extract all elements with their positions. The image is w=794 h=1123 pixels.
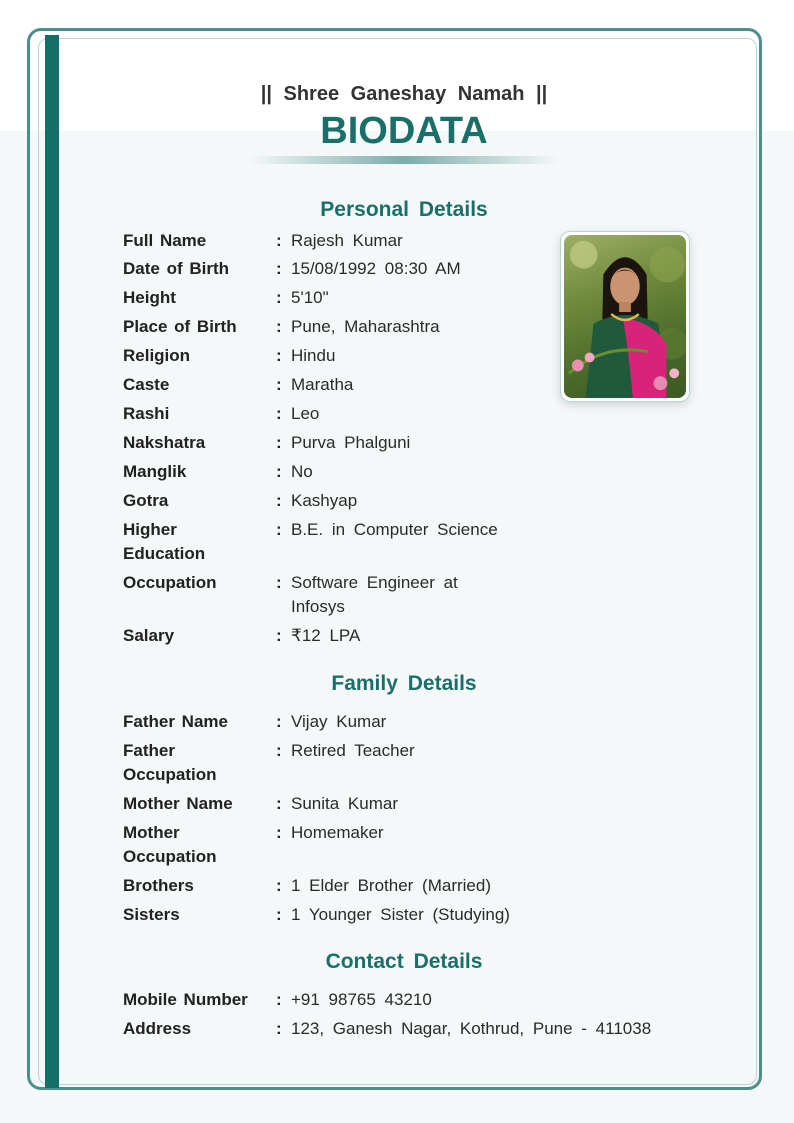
profile-photo <box>564 235 686 398</box>
detail-colon: : <box>276 794 282 813</box>
page-title: BIODATA <box>320 110 488 152</box>
detail-colon: : <box>276 573 282 592</box>
detail-label: Occupation <box>123 573 217 592</box>
detail-value: Maratha <box>291 375 354 394</box>
detail-value: Purva Phalguni <box>291 433 411 452</box>
detail-colon: : <box>276 905 282 924</box>
profile-photo-frame <box>560 231 690 402</box>
detail-value: Leo <box>291 404 320 423</box>
detail-value: B.E. in Computer Science <box>291 520 498 539</box>
detail-value: Hindu <box>291 346 336 365</box>
portrait-illustration <box>564 235 686 398</box>
detail-colon: : <box>276 823 282 842</box>
detail-value: 1 Younger Sister (Studying) <box>291 905 510 924</box>
family-details-heading: Family Details <box>331 672 477 695</box>
detail-label: Gotra <box>123 491 169 510</box>
detail-label: Salary <box>123 626 175 645</box>
detail-label: Full Name <box>123 231 207 250</box>
detail-value: No <box>291 462 313 481</box>
detail-label: Religion <box>123 346 191 365</box>
detail-value: 15/08/1992 08:30 AM <box>291 259 461 278</box>
contact-details-heading: Contact Details <box>325 950 483 973</box>
detail-colon: : <box>276 462 282 481</box>
detail-label: Mobile Number <box>123 990 248 1009</box>
detail-colon: : <box>276 491 282 510</box>
detail-colon: : <box>276 712 282 731</box>
detail-colon: : <box>276 317 282 336</box>
detail-value: Kashyap <box>291 491 358 510</box>
detail-label: Brothers <box>123 876 194 895</box>
detail-value: Rajesh Kumar <box>291 231 403 250</box>
invocation-text: || Shree Ganeshay Namah || <box>260 83 548 105</box>
detail-colon: : <box>276 626 282 645</box>
detail-label: Sisters <box>123 905 180 924</box>
detail-label: Address <box>123 1019 192 1038</box>
detail-value: Retired Teacher <box>291 741 415 760</box>
detail-colon: : <box>276 520 282 539</box>
detail-value: 1 Elder Brother (Married) <box>291 876 492 895</box>
detail-colon: : <box>276 346 282 365</box>
detail-value: 123, Ganesh Nagar, Kothrud, Pune - 411038 <box>291 1019 652 1038</box>
detail-label: Father Name <box>123 712 228 731</box>
detail-value: Vijay Kumar <box>291 712 387 731</box>
detail-label: Nakshatra <box>123 433 206 452</box>
detail-colon: : <box>276 990 282 1009</box>
detail-colon: : <box>276 288 282 307</box>
detail-value: +91 98765 43210 <box>291 990 432 1009</box>
detail-value: Pune, Maharashtra <box>291 317 440 336</box>
detail-value: 5'10" <box>291 288 329 307</box>
detail-label: Mother Occupation <box>123 823 217 866</box>
detail-value: Sunita Kumar <box>291 794 398 813</box>
detail-colon: : <box>276 259 282 278</box>
detail-label: Height <box>123 288 176 307</box>
detail-colon: : <box>276 375 282 394</box>
detail-label: Father Occupation <box>123 741 217 784</box>
personal-details-heading: Personal Details <box>320 198 488 221</box>
detail-colon: : <box>276 876 282 895</box>
detail-colon: : <box>276 433 282 452</box>
detail-colon: : <box>276 231 282 250</box>
detail-label: Date of Birth <box>123 259 229 278</box>
left-accent-bar <box>45 35 59 1088</box>
detail-value: Software Engineer at Infosys <box>291 573 458 616</box>
title-underline <box>248 156 560 164</box>
detail-colon: : <box>276 404 282 423</box>
detail-label: Place of Birth <box>123 317 237 336</box>
detail-colon: : <box>276 741 282 760</box>
detail-value: Homemaker <box>291 823 384 842</box>
detail-label: Higher Education <box>123 520 206 563</box>
detail-label: Manglik <box>123 462 187 481</box>
detail-label: Rashi <box>123 404 170 423</box>
detail-label: Caste <box>123 375 170 394</box>
detail-colon: : <box>276 1019 282 1038</box>
detail-label: Mother Name <box>123 794 233 813</box>
detail-value: ₹12 LPA <box>291 626 361 645</box>
